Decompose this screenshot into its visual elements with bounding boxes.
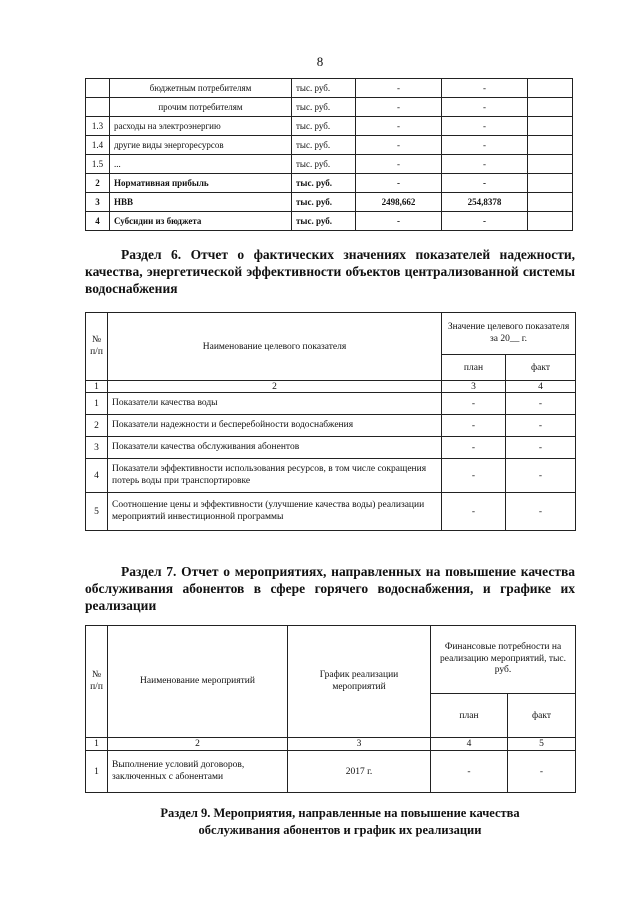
empty-cell — [528, 174, 573, 193]
row-value: - — [356, 79, 442, 98]
row-name: прочим потребителям — [110, 98, 292, 117]
row-number: 2 — [86, 415, 108, 437]
table-row — [86, 193, 573, 212]
row-name: бюджетным потребителям — [110, 79, 292, 98]
empty-cell — [528, 117, 573, 136]
row-fact: - — [506, 393, 576, 415]
table-row — [86, 79, 573, 98]
row-value: - — [442, 79, 528, 98]
empty-cell — [528, 212, 573, 231]
section9-heading: Раздел 9. Мероприятия, направленные на повышение качества обслуживания абонентов и график их реализации — [160, 806, 520, 837]
row-number: 1.4 — [86, 136, 110, 155]
row-value: - — [442, 155, 528, 174]
row-number: 3 — [86, 193, 110, 212]
col-plan-header: план — [442, 355, 506, 381]
table-row — [86, 751, 576, 793]
row-unit: тыс. руб. — [292, 174, 356, 193]
row-fact: - — [506, 459, 576, 493]
row-number — [86, 98, 110, 117]
row-unit: тыс. руб. — [292, 212, 356, 231]
row-name: Соотношение цены и эффективности (улучшение качества воды) реализации мероприятий инвестиционной программы — [108, 493, 442, 531]
table-row — [86, 437, 576, 459]
table-row — [86, 459, 576, 493]
index-cell: 4 — [431, 738, 508, 751]
row-number: 1.3 — [86, 117, 110, 136]
row-name: НВВ — [110, 193, 292, 212]
empty-cell — [528, 98, 573, 117]
row-fact: - — [506, 493, 576, 531]
row-value: 254,8378 — [442, 193, 528, 212]
row-plan: - — [442, 437, 506, 459]
row-value: - — [442, 136, 528, 155]
row-fact: - — [508, 751, 576, 793]
row-value: 2498,662 — [356, 193, 442, 212]
row-number: 5 — [86, 493, 108, 531]
row-name: Нормативная прибыль — [110, 174, 292, 193]
table-row — [86, 174, 573, 193]
col-num-header: № п/п — [86, 626, 108, 738]
row-unit: тыс. руб. — [292, 98, 356, 117]
row-name: Субсидии из бюджета — [110, 212, 292, 231]
index-cell: 3 — [288, 738, 431, 751]
row-value: - — [356, 98, 442, 117]
row-plan: - — [442, 493, 506, 531]
row-unit: тыс. руб. — [292, 136, 356, 155]
row-value: - — [356, 136, 442, 155]
row-number: 1 — [86, 751, 108, 793]
empty-cell — [528, 136, 573, 155]
row-number: 1.5 — [86, 155, 110, 174]
index-cell: 3 — [442, 381, 506, 393]
row-value: - — [356, 174, 442, 193]
row-value: - — [442, 212, 528, 231]
col-finance-header: Финансовые потребности на реализацию мероприятий, тыс. руб. — [431, 626, 576, 694]
row-name: Показатели эффективности использования ресурсов, в том числе сокращения потерь воды при транспортировке — [108, 459, 442, 493]
col-schedule-header: График реализации мероприятий — [288, 626, 431, 738]
section7-table — [85, 625, 576, 793]
page-number: 8 — [316, 54, 324, 69]
row-number: 1 — [86, 393, 108, 415]
row-name: Показатели качества воды — [108, 393, 442, 415]
row-number: 3 — [86, 437, 108, 459]
row-unit: тыс. руб. — [292, 155, 356, 174]
index-cell: 1 — [86, 738, 108, 751]
row-value: - — [356, 117, 442, 136]
empty-cell — [528, 193, 573, 212]
row-value: - — [442, 174, 528, 193]
section6-heading: Раздел 6. Отчет о фактических значениях показателей надежности, качества, энергетической эффективности объектов централизованной системы водоснабжения — [85, 247, 575, 296]
row-plan: - — [442, 459, 506, 493]
col-name-header: Наименование мероприятий — [108, 626, 288, 738]
table-row — [86, 493, 576, 531]
row-plan: - — [442, 415, 506, 437]
table-row — [86, 136, 573, 155]
row-number: 4 — [86, 459, 108, 493]
index-cell: 5 — [508, 738, 576, 751]
table-row — [86, 212, 573, 231]
col-value-header: Значение целевого показателя за 20__ г. — [442, 313, 576, 355]
row-number: 2 — [86, 174, 110, 193]
col-num-header: № п/п — [86, 313, 108, 381]
table-row — [86, 155, 573, 174]
table-row — [86, 117, 573, 136]
table-row — [86, 415, 576, 437]
row-value: - — [356, 212, 442, 231]
index-cell: 4 — [506, 381, 576, 393]
col-fact-header: факт — [506, 355, 576, 381]
row-name: другие виды энергоресурсов — [110, 136, 292, 155]
row-value: - — [356, 155, 442, 174]
index-cell: 2 — [108, 381, 442, 393]
row-unit: тыс. руб. — [292, 79, 356, 98]
section6-table — [85, 312, 576, 531]
row-plan: - — [442, 393, 506, 415]
row-name: ... — [110, 155, 292, 174]
index-cell: 2 — [108, 738, 288, 751]
col-fact-header: факт — [508, 694, 576, 738]
table-row — [86, 393, 576, 415]
row-value: - — [442, 98, 528, 117]
row-name: Выполнение условий договоров, заключенных с абонентами — [108, 751, 288, 793]
empty-cell — [528, 155, 573, 174]
col-name-header: Наименование целевого показателя — [108, 313, 442, 381]
row-plan: - — [431, 751, 508, 793]
row-unit: тыс. руб. — [292, 117, 356, 136]
row-unit: тыс. руб. — [292, 193, 356, 212]
section7-heading: Раздел 7. Отчет о мероприятиях, направленных на повышение качества обслуживания абонентов в сфере горячего водоснабжения, и графике их реализации — [85, 564, 575, 613]
row-number — [86, 79, 110, 98]
row-schedule: 2017 г. — [288, 751, 431, 793]
row-value: - — [442, 117, 528, 136]
col-plan-header: план — [431, 694, 508, 738]
cost-table — [85, 78, 573, 231]
row-name: Показатели качества обслуживания абонентов — [108, 437, 442, 459]
table-row — [86, 98, 573, 117]
row-name: расходы на электроэнергию — [110, 117, 292, 136]
empty-cell — [528, 79, 573, 98]
row-fact: - — [506, 437, 576, 459]
row-number: 4 — [86, 212, 110, 231]
index-cell: 1 — [86, 381, 108, 393]
row-name: Показатели надежности и бесперебойности водоснабжения — [108, 415, 442, 437]
row-fact: - — [506, 415, 576, 437]
